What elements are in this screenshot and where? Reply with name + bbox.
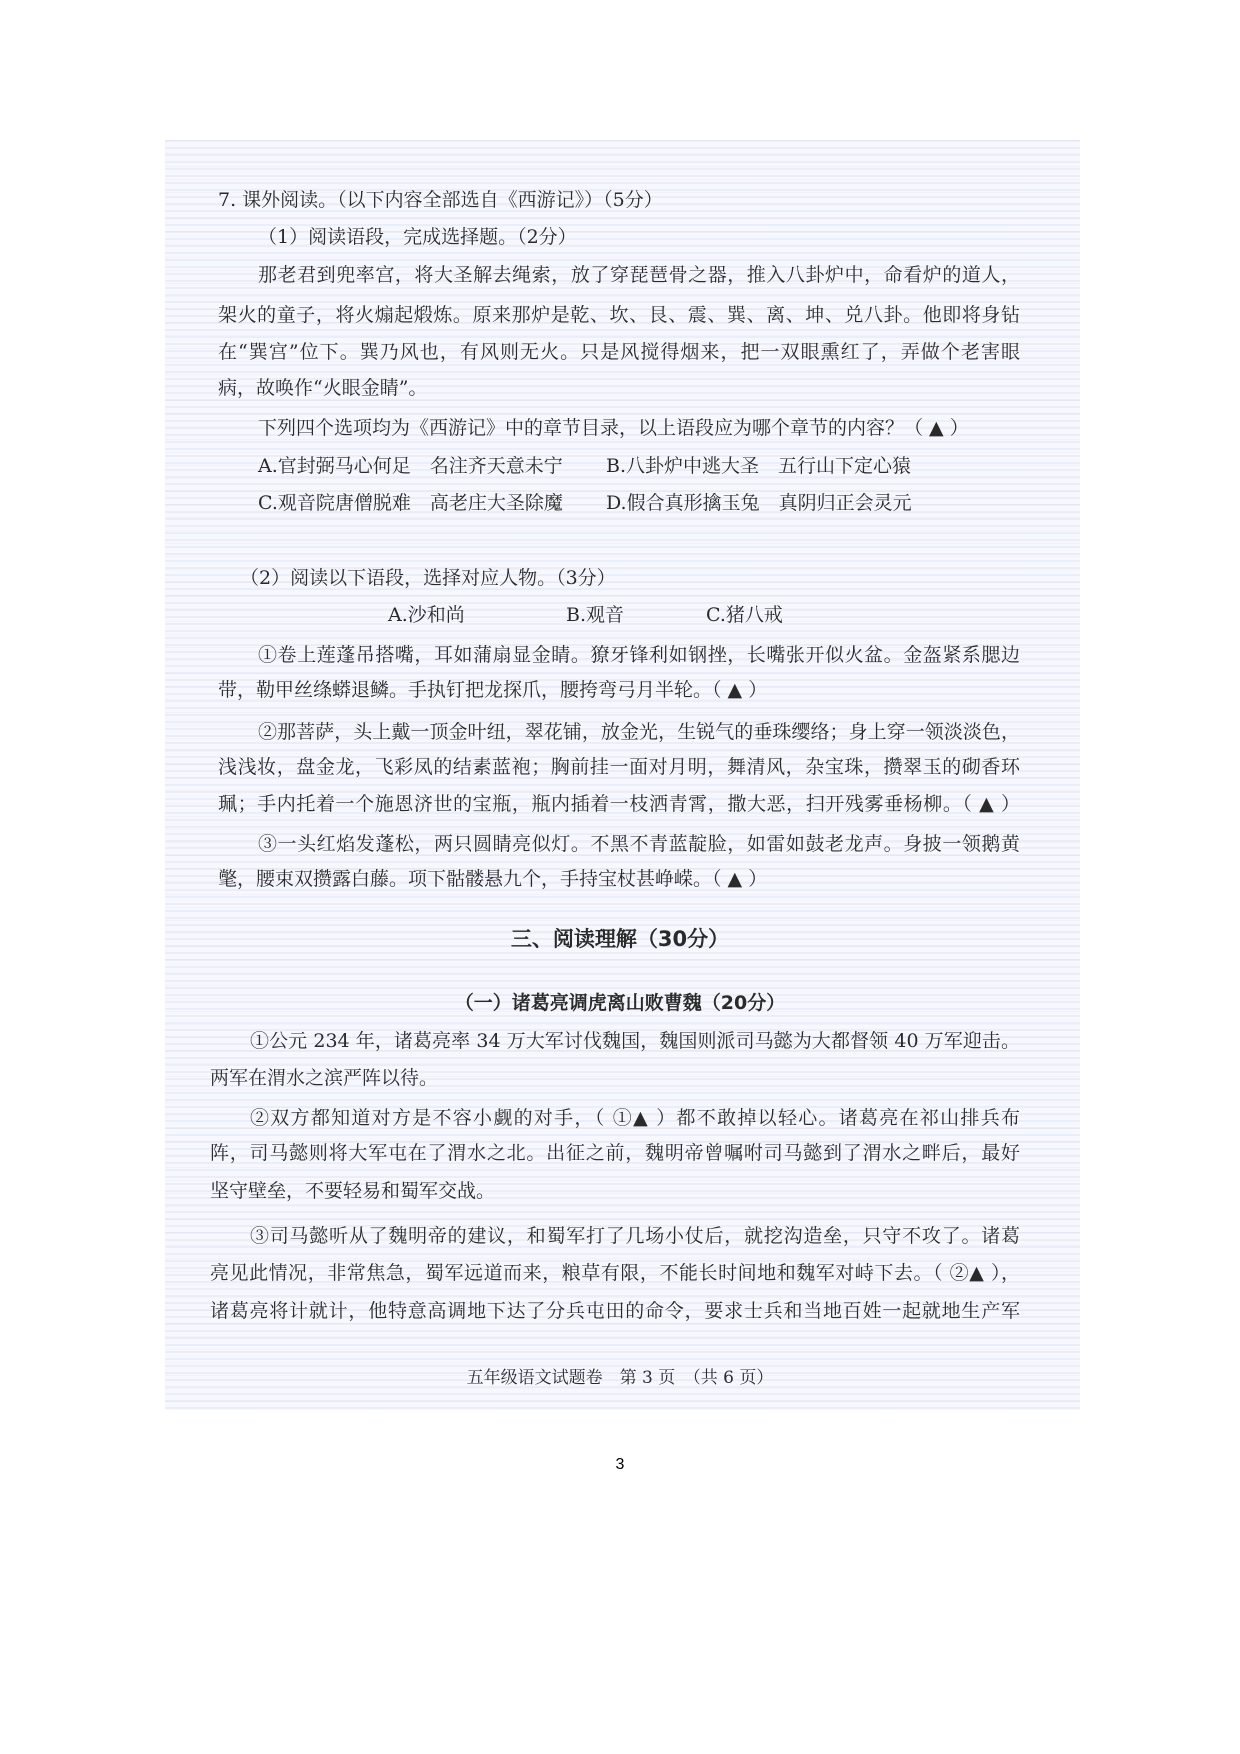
article-line: ①公元 234 年，诸葛亮率 34 万大军讨伐魏国，魏国则派司马懿为大都督领 40 万军迎击。: [250, 1030, 1020, 1052]
passage-line: 病，故唤作“火眼金睛”。: [218, 377, 428, 399]
q7-title: 7. 课外阅读。（以下内容全部选自《西游记》）（5分）: [218, 189, 663, 211]
passage-line: ②那菩萨，头上戴一顶金叶纽，翠花铺，放金光，生锐气的垂珠缨络；身上穿一领淡淡色，: [258, 721, 1020, 743]
article-line: 坚守壁垒，不要轻易和蜀军交战。: [210, 1180, 496, 1202]
choice-c: C.猪八戒: [706, 604, 783, 626]
passage-line: 氅，腰束双攒露白藤。项下骷髅悬九个，手持宝杖甚峥嵘。（ ▲ ）: [218, 868, 768, 890]
passage-line: 在“巽宫”位下。巽乃风也，有风则无火。只是风搅得烟来，把一双眼熏红了，弄做个老害眼: [218, 341, 1020, 363]
section-heading: 三、阅读理解（30分）: [510, 927, 730, 951]
choice-a: A.沙和尚: [388, 604, 465, 626]
article-line: 两军在渭水之滨严阵以待。: [210, 1067, 439, 1089]
page-number: 3: [615, 1456, 625, 1473]
option-b: B.八卦炉中逃大圣 五行山下定心猿: [606, 455, 912, 477]
q7-part2-heading: （2）阅读以下语段，选择对应人物。（3分）: [240, 567, 616, 589]
passage-line: 带，勒甲丝绦蟒退鳞。手执钉把龙探爪，腰挎弯弓月半轮。（ ▲ ）: [218, 679, 768, 701]
article-line: ③司马懿听从了魏明帝的建议，和蜀军打了几场小仗后，就挖沟造垒，只守不攻了。诸葛: [250, 1225, 1020, 1247]
article-line: ②双方都知道对方是不容小觑的对手，（ ①▲ ）都不敢掉以轻心。诸葛亮在祁山排兵布: [250, 1107, 1020, 1129]
q7-question: 下列四个选项均为《西游记》中的章节目录，以上语段应为哪个章节的内容？（ ▲ ）: [258, 417, 969, 439]
passage-line: ①卷上莲蓬吊搭嘴，耳如蒲扇显金睛。獠牙锋利如钢挫，长嘴张开似火盆。金盔紧系腮边: [258, 644, 1020, 666]
choice-b: B.观音: [566, 604, 625, 626]
article-line: 诸葛亮将计就计，他特意高调地下达了分兵屯田的命令，要求士兵和当地百姓一起就地生产军: [210, 1300, 1020, 1322]
passage-line: 架火的童子，将火煽起煅炼。原来那炉是乾、坎、艮、震、巽、离、坤、兑八卦。他即将身钻: [218, 304, 1020, 326]
option-c: C.观音院唐僧脱难 高老庄大圣除魔: [258, 492, 563, 514]
passage-line: 浅浅妆，盘金龙，飞彩凤的结素蓝袍；胸前挂一面对月明，舞清风，杂宝珠，攒翠玉的砌香环: [218, 756, 1020, 778]
option-a: A.官封弼马心何足 名注齐天意未宁: [258, 455, 563, 477]
article-title: （一）诸葛亮调虎离山败曹魏（20分）: [454, 992, 786, 1014]
passage-line: 珮；手内托着一个施恩济世的宝瓶，瓶内插着一枝洒青霄，撒大恶，扫开残雾垂杨柳。（ ▲ ）: [218, 793, 1020, 815]
option-d: D.假合真形擒玉兔 真阴归正会灵元: [606, 492, 912, 514]
passage-line: 那老君到兜率宫，将大圣解去绳索，放了穿琵琶骨之器，推入八卦炉中，命看炉的道人，: [258, 264, 1020, 286]
page-footer: 五年级语文试题卷 第 3 页 （共 6 页）: [466, 1368, 774, 1388]
q7-part1-heading: （1）阅读语段，完成选择题。（2分）: [258, 226, 577, 248]
article-line: 亮见此情况，非常焦急，蜀军远道而来，粮草有限，不能长时间地和魏军对峙下去。（ ②▲ ），: [210, 1262, 1020, 1284]
passage-line: ③一头红焰发蓬松，两只圆睛亮似灯。不黑不青蓝靛脸，如雷如鼓老龙声。身披一领鹅黄: [258, 833, 1020, 855]
article-line: 阵，司马懿则将大军屯在了渭水之北。出征之前，魏明帝曾嘱咐司马懿到了渭水之畔后，最好: [210, 1142, 1020, 1164]
